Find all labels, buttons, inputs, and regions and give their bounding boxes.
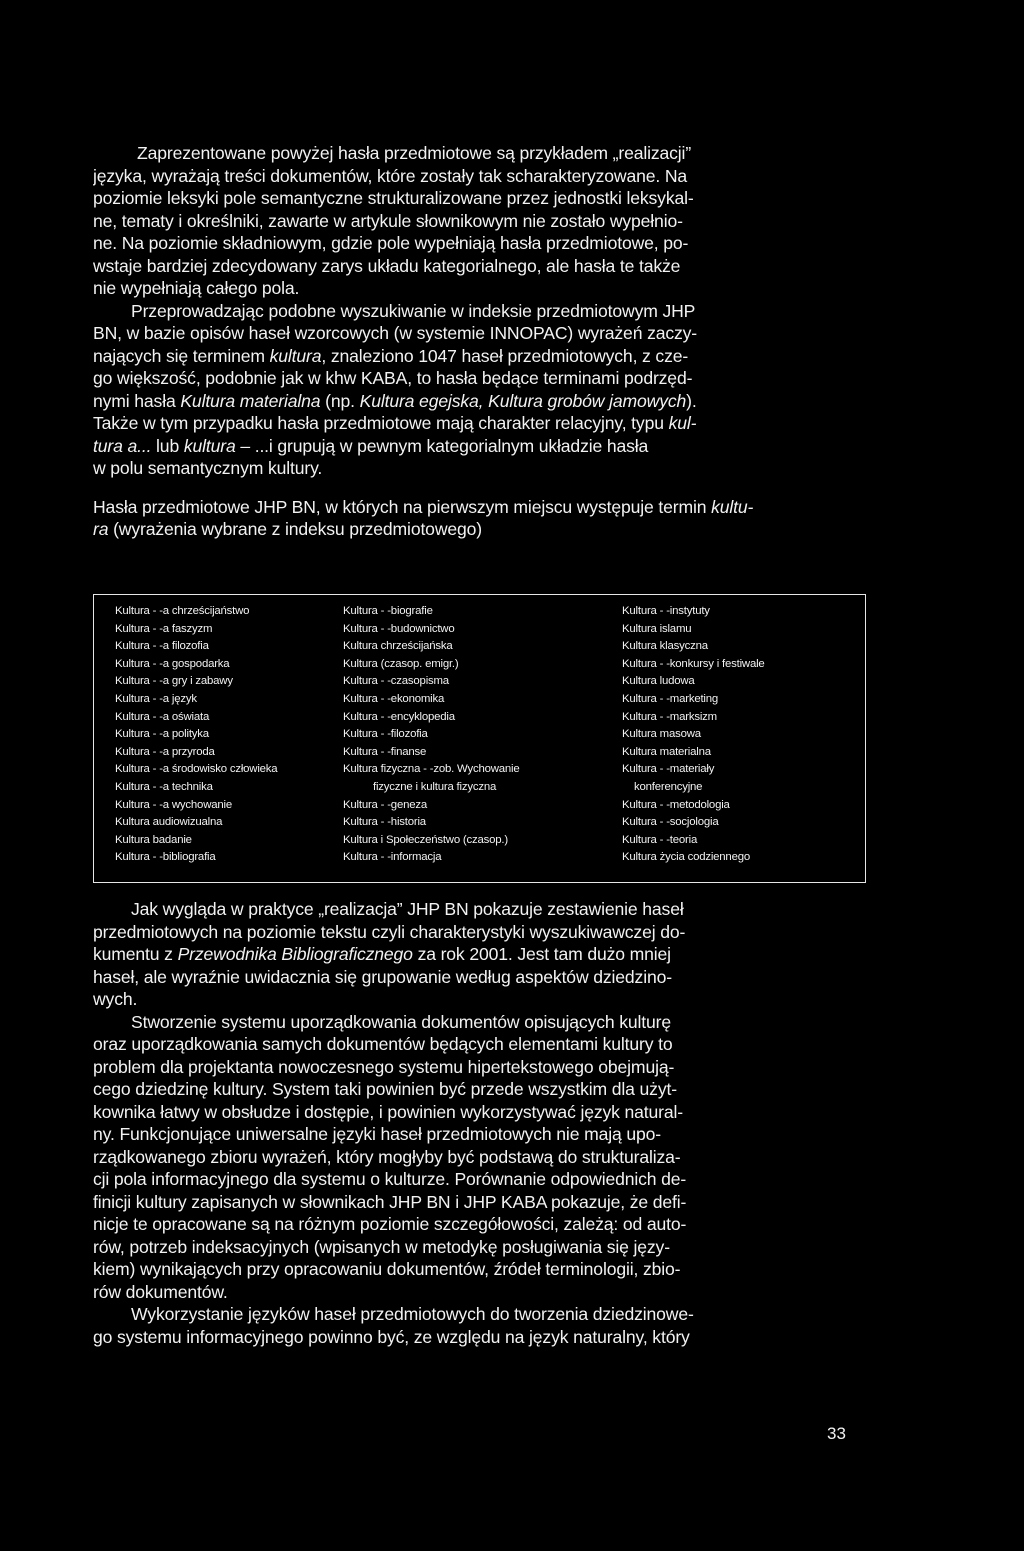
text-line (93, 435, 871, 458)
text-line: Zaprezentowane powyżej hasła przedmiotowe są przykładem „realizacji” (137, 143, 692, 163)
text-run: nymi hasła (93, 390, 181, 411)
text-line: Jak wygląda w praktyce „realizacja” JHP BN pokazuje zestawienie haseł (131, 899, 684, 919)
table-cell: Kultura - -historia (343, 816, 426, 829)
text-line: ne, tematy i określniki, zawarte w artykule słownikowym nie zostało wypełnio- (93, 210, 683, 231)
text-run: Hasła przedmiotowe JHP BN, w których na pierwszym miejscu występuje termin (93, 496, 712, 517)
table-cell: Kultura - -a gospodarka (115, 657, 230, 670)
table-cell: Kultura - -budownictwo (343, 622, 455, 635)
table-cell: Kultura - -a przyroda (115, 745, 215, 758)
paragraph-3 (93, 898, 871, 1011)
text-line: cego dziedzinę kultury. System taki powinien być przede wszystkim dla użyt- (93, 1079, 677, 1099)
table-cell: Kultura - -instytuty (622, 605, 710, 617)
table-cell: Kultura - -a wychowanie (115, 798, 232, 811)
table-cell: Kultura klasyczna (622, 640, 708, 653)
table-cell: Kultura - -filozofia (343, 728, 428, 741)
text-line: Wykorzystanie języków haseł przedmiotowych do tworzenia dziedzinowe- (131, 1304, 694, 1324)
paragraph-5 (93, 1303, 871, 1348)
italic-term: Kultura egejska, Kultura grobów jamowych (359, 390, 687, 411)
italic-term: ra (93, 519, 109, 539)
text-line: wstaje bardziej zdecydowany zarys układu kategorialnego, ale hasła te także (93, 255, 681, 276)
table-cell: Kultura fizyczna - -zob. Wychowanie (343, 763, 520, 776)
text-line: oraz uporządkowania samych dokumentów będących elementami kultury to (93, 1034, 673, 1054)
text-line: nicje te opracowane są na różnym poziomie szczegółowości, zależą: od auto- (93, 1214, 687, 1234)
table-cell: Kultura - -a środowisko człowieka (115, 763, 278, 776)
italic-term: kultu- (711, 496, 754, 517)
italic-term: kul- (668, 413, 697, 433)
text-line: go większość, podobnie jak w khw KABA, to hasła będące terminami podrzęd- (93, 368, 693, 388)
paragraph-1 (93, 142, 871, 300)
table-cell: Kultura - -a filozofia (115, 640, 209, 653)
text-line: wych. (93, 989, 138, 1009)
table-cell: Kultura - -marksizm (622, 710, 717, 723)
text-line (93, 390, 871, 413)
table-cell: Kultura - -socjologia (622, 816, 719, 829)
table-cell: Kultura - -bibliografia (115, 851, 216, 864)
text-line: kiem) wynikających przy opracowaniu dokumentów, źródeł terminologii, zbio- (93, 1259, 681, 1279)
text-line (93, 496, 871, 519)
text-line: ne. Na poziomie składniowym, gdzie pole wypełniają hasła przedmiotowe, po- (93, 233, 689, 253)
table-cell: Kultura i Społeczeństwo (czasop.) (343, 833, 508, 846)
paragraph-4 (93, 1011, 871, 1304)
text-run: (wyrażenia wybrane z indeksu przedmiotowego) (108, 519, 482, 539)
text-line: poziomie leksyki pole semantyczne strukturalizowane przez jednostki leksykal- (93, 188, 694, 208)
text-line: finicji kultury zapisanych w słownikach JHP BN i JHP KABA pokazuje, że defi- (93, 1191, 687, 1212)
text-line: w polu semantycznym kultury. (93, 458, 323, 478)
italic-term: kultura – (183, 435, 250, 456)
table-cell: Kultura - -biografie (343, 605, 433, 617)
text-line: haseł, ale wyraźnie uwidacznia się grupowanie według aspektów dziedzino- (93, 966, 672, 987)
text-run: Także w tym przypadku hasła przedmiotowe mają charakter relacyjny, typu (93, 413, 669, 433)
table-cell: Kultura - -materiały (622, 763, 715, 776)
text-line (93, 345, 871, 368)
table-column-3 (622, 603, 847, 867)
table-cell: Kultura audiowizualna (115, 816, 223, 829)
text-run: nających się terminem (93, 345, 270, 366)
text-line: problem dla projektanta nowoczesnego systemu hipertekstowego obejmują- (93, 1056, 675, 1077)
text-line (93, 412, 871, 435)
table-cell: konferencyjne (634, 780, 703, 793)
table-cell: Kultura - -informacja (343, 851, 442, 864)
text-run: lub (151, 435, 184, 456)
text-run: (np. (320, 390, 360, 411)
page-number: 33 (827, 1424, 846, 1443)
table-cell: Kultura - -a faszyzm (115, 622, 213, 635)
text-line: Przeprowadzając podobne wyszukiwanie w indeksie przedmiotowym JHP (131, 300, 696, 321)
italic-term: kultura (269, 345, 322, 366)
table-cell: Kultura - -marketing (622, 692, 719, 705)
table-caption (93, 496, 871, 541)
text-run: , znaleziono 1047 haseł przedmiotowych, z cze- (321, 345, 689, 366)
table-cell: Kultura - -konkursy i festiwale (622, 657, 765, 670)
text-line: BN, w bazie opisów haseł wzorcowych (w systemie INNOPAC) wyrażeń zaczy- (93, 323, 697, 343)
text-line: przedmiotowych na poziomie tekstu czyli charakterystyki wyszukiwawczej do- (93, 921, 686, 942)
text-line: rządkowanego zbioru wyrażeń, który mogłyby być podstawą do strukturaliza- (93, 1146, 681, 1167)
table-cell: Kultura życia codziennego (622, 851, 750, 864)
italic-term: Przewodnika Bibliograficznego (177, 944, 413, 964)
table-cell: Kultura masowa (622, 728, 701, 741)
italic-term: tura a... (93, 435, 152, 456)
text-run: kumentu z (93, 944, 178, 964)
table-cell: Kultura materialna (622, 745, 711, 758)
table-cell: Kultura ludowa (622, 675, 695, 688)
text-line (93, 518, 871, 541)
table-cell: Kultura - -a oświata (115, 710, 210, 723)
table-cell: Kultura badanie (115, 833, 192, 846)
text-line: cji pola informacyjnego dla systemu o kulturze. Porównanie odpowiednich de- (93, 1169, 687, 1189)
text-line: go systemu informacyjnego powinno być, ze względu na język naturalny, który (93, 1326, 690, 1347)
italic-term: Kultura materialna (180, 390, 321, 411)
table-column-1 (115, 603, 345, 867)
subject-headings-table (93, 594, 866, 883)
table-cell: Kultura - -a chrześcijaństwo (115, 605, 250, 617)
table-cell: Kultura - -ekonomika (343, 692, 445, 705)
page-content (93, 142, 871, 1347)
table-column-2 (343, 603, 588, 867)
table-cell: Kultura - -finanse (343, 745, 427, 758)
table-cell: Kultura - -geneza (343, 798, 427, 811)
text-line: języka, wyrażają treści dokumentów, które zostały tak scharakteryzowane. Na (93, 165, 688, 186)
table-cell: Kultura - -a gry i zabawy (115, 675, 233, 688)
text-line (93, 943, 871, 966)
table-cell: Kultura - -a technika (115, 780, 213, 793)
text-line: ny. Funkcjonujące uniwersalne języki haseł przedmiotowych nie mają upo- (93, 1124, 661, 1144)
table-cell: Kultura - -a język (115, 692, 197, 705)
text-run: za rok 2001. Jest tam dużo mniej (412, 944, 671, 964)
text-line: kownika łatwy w obsłudze i dostępie, i powinien wykorzystywać język natural- (93, 1101, 683, 1122)
table-cell: Kultura islamu (622, 622, 692, 635)
table-cell: Kultura - -a polityka (115, 728, 209, 741)
table-cell: fizyczne i kultura fizyczna (373, 780, 497, 793)
table-cell: Kultura - -teoria (622, 833, 698, 846)
table-cell: Kultura - -encyklopedia (343, 710, 455, 723)
table-cell: Kultura (czasop. emigr.) (343, 657, 459, 670)
text-line: nie wypełniają całego pola. (93, 278, 300, 298)
bottom-text (93, 898, 871, 1348)
text-run: ...i grupują w pewnym kategorialnym układzie hasła (249, 435, 649, 456)
paragraph-2 (93, 300, 871, 480)
table-cell: Kultura chrześcijańska (343, 640, 453, 653)
table-cell: Kultura - -czasopisma (343, 675, 449, 688)
text-run: ). (686, 390, 697, 411)
table-cell: Kultura - -metodologia (622, 798, 730, 811)
text-line: rów dokumentów. (93, 1281, 228, 1302)
text-line: Stworzenie systemu uporządkowania dokumentów opisujących kulturę (131, 1011, 671, 1032)
text-line: rów, potrzeb indeksacyjnych (wpisanych w metodykę posługiwania się języ- (93, 1236, 670, 1257)
